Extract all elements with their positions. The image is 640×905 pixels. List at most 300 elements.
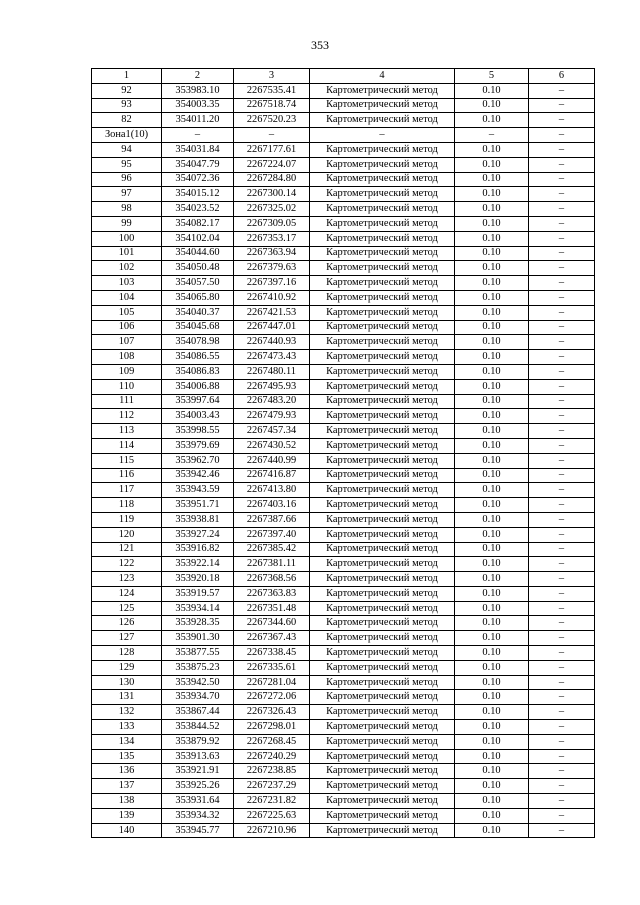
y-coordinate-cell: 2267240.29: [234, 749, 310, 764]
header-cell-4: 4: [310, 69, 455, 84]
empty-cell: –: [529, 616, 595, 631]
point-number-cell: 140: [92, 823, 162, 838]
accuracy-cell: 0.10: [455, 483, 529, 498]
accuracy-cell: 0.10: [455, 350, 529, 365]
point-number-cell: 121: [92, 542, 162, 557]
x-coordinate-cell: 353997.64: [162, 394, 234, 409]
accuracy-cell: 0.10: [455, 660, 529, 675]
method-cell: Картометрический метод: [310, 527, 455, 542]
accuracy-cell: 0.10: [455, 83, 529, 98]
x-coordinate-cell: 353921.91: [162, 764, 234, 779]
table-row: [92, 305, 595, 320]
y-coordinate-cell: 2267298.01: [234, 720, 310, 735]
accuracy-cell: 0.10: [455, 720, 529, 735]
x-coordinate-cell: 353934.32: [162, 808, 234, 823]
point-number-cell: 126: [92, 616, 162, 631]
point-number-cell: 112: [92, 409, 162, 424]
x-coordinate-cell: 353920.18: [162, 572, 234, 587]
x-coordinate-cell: 353867.44: [162, 705, 234, 720]
method-cell: Картометрический метод: [310, 631, 455, 646]
empty-cell: –: [529, 764, 595, 779]
empty-cell: –: [529, 216, 595, 231]
accuracy-cell: 0.10: [455, 290, 529, 305]
method-cell: Картометрический метод: [310, 512, 455, 527]
point-number-cell: 109: [92, 364, 162, 379]
table-row: [92, 616, 595, 631]
x-coordinate-cell: 353844.52: [162, 720, 234, 735]
table-row: [92, 216, 595, 231]
empty-cell: –: [529, 572, 595, 587]
y-coordinate-cell: 2267326.43: [234, 705, 310, 720]
x-coordinate-cell: 354102.04: [162, 231, 234, 246]
accuracy-cell: 0.10: [455, 468, 529, 483]
empty-cell: –: [529, 98, 595, 113]
method-cell: Картометрический метод: [310, 290, 455, 305]
point-number-cell: 117: [92, 483, 162, 498]
method-cell: Картометрический метод: [310, 705, 455, 720]
method-cell: Картометрический метод: [310, 83, 455, 98]
point-number-cell: 120: [92, 527, 162, 542]
x-coordinate-cell: 353962.70: [162, 453, 234, 468]
method-cell: Картометрический метод: [310, 246, 455, 261]
point-number-cell: 99: [92, 216, 162, 231]
method-cell: Картометрический метод: [310, 734, 455, 749]
point-number-cell: 108: [92, 350, 162, 365]
table-row: [92, 409, 595, 424]
empty-cell: –: [529, 823, 595, 838]
accuracy-cell: 0.10: [455, 527, 529, 542]
table-row: [92, 350, 595, 365]
y-coordinate-cell: 2267225.63: [234, 808, 310, 823]
point-number-cell: 105: [92, 305, 162, 320]
x-coordinate-cell: 354015.12: [162, 187, 234, 202]
y-coordinate-cell: 2267387.66: [234, 512, 310, 527]
empty-cell: –: [529, 394, 595, 409]
empty-cell: –: [529, 202, 595, 217]
table-row: [92, 705, 595, 720]
empty-cell: –: [310, 128, 455, 143]
empty-cell: –: [529, 690, 595, 705]
point-number-cell: 128: [92, 646, 162, 661]
method-cell: Картометрический метод: [310, 320, 455, 335]
x-coordinate-cell: 353925.26: [162, 779, 234, 794]
table-row: [92, 394, 595, 409]
table-row: [92, 660, 595, 675]
empty-cell: –: [529, 512, 595, 527]
coordinates-table: [91, 68, 595, 838]
accuracy-cell: 0.10: [455, 586, 529, 601]
empty-cell: –: [234, 128, 310, 143]
x-coordinate-cell: 353938.81: [162, 512, 234, 527]
x-coordinate-cell: 354082.17: [162, 216, 234, 231]
table-row: [92, 246, 595, 261]
empty-cell: –: [529, 276, 595, 291]
y-coordinate-cell: 2267447.01: [234, 320, 310, 335]
accuracy-cell: 0.10: [455, 453, 529, 468]
accuracy-cell: 0.10: [455, 646, 529, 661]
point-number-cell: 94: [92, 142, 162, 157]
empty-cell: –: [529, 734, 595, 749]
y-coordinate-cell: 2267300.14: [234, 187, 310, 202]
y-coordinate-cell: 2267495.93: [234, 379, 310, 394]
point-number-cell: 107: [92, 335, 162, 350]
x-coordinate-cell: 354003.35: [162, 98, 234, 113]
point-number-cell: 137: [92, 779, 162, 794]
empty-cell: –: [529, 83, 595, 98]
y-coordinate-cell: 2267385.42: [234, 542, 310, 557]
method-cell: Картометрический метод: [310, 586, 455, 601]
point-number-cell: 139: [92, 808, 162, 823]
method-cell: Картометрический метод: [310, 157, 455, 172]
point-number-cell: 97: [92, 187, 162, 202]
point-number-cell: 95: [92, 157, 162, 172]
method-cell: Картометрический метод: [310, 350, 455, 365]
y-coordinate-cell: 2267238.85: [234, 764, 310, 779]
rows-after-zone: [92, 142, 595, 837]
empty-cell: –: [529, 483, 595, 498]
empty-cell: –: [529, 660, 595, 675]
y-coordinate-cell: 2267416.87: [234, 468, 310, 483]
empty-cell: –: [529, 438, 595, 453]
empty-cell: –: [529, 646, 595, 661]
point-number-cell: 129: [92, 660, 162, 675]
x-coordinate-cell: 353945.77: [162, 823, 234, 838]
method-cell: Картометрический метод: [310, 498, 455, 513]
x-coordinate-cell: 353931.64: [162, 794, 234, 809]
y-coordinate-cell: 2267483.20: [234, 394, 310, 409]
y-coordinate-cell: 2267363.83: [234, 586, 310, 601]
point-number-cell: 136: [92, 764, 162, 779]
x-coordinate-cell: 354072.36: [162, 172, 234, 187]
table-row: [92, 794, 595, 809]
header-cell-1: 1: [92, 69, 162, 84]
point-number-cell: 104: [92, 290, 162, 305]
y-coordinate-cell: 2267231.82: [234, 794, 310, 809]
accuracy-cell: 0.10: [455, 187, 529, 202]
method-cell: Картометрический метод: [310, 468, 455, 483]
method-cell: Картометрический метод: [310, 572, 455, 587]
table-row: [92, 157, 595, 172]
method-cell: Картометрический метод: [310, 113, 455, 128]
accuracy-cell: 0.10: [455, 98, 529, 113]
x-coordinate-cell: 353983.10: [162, 83, 234, 98]
point-number-cell: 82: [92, 113, 162, 128]
accuracy-cell: 0.10: [455, 157, 529, 172]
empty-cell: –: [529, 586, 595, 601]
empty-cell: –: [529, 468, 595, 483]
empty-cell: –: [529, 379, 595, 394]
x-coordinate-cell: 354047.79: [162, 157, 234, 172]
point-number-cell: 101: [92, 246, 162, 261]
method-cell: Картометрический метод: [310, 749, 455, 764]
point-number-cell: 130: [92, 675, 162, 690]
x-coordinate-cell: 353928.35: [162, 616, 234, 631]
accuracy-cell: 0.10: [455, 113, 529, 128]
method-cell: Картометрический метод: [310, 794, 455, 809]
accuracy-cell: 0.10: [455, 335, 529, 350]
table-row: [92, 379, 595, 394]
empty-cell: –: [529, 794, 595, 809]
empty-cell: –: [529, 527, 595, 542]
y-coordinate-cell: 2267338.45: [234, 646, 310, 661]
empty-cell: –: [529, 720, 595, 735]
y-coordinate-cell: 2267381.11: [234, 557, 310, 572]
x-coordinate-cell: 354044.60: [162, 246, 234, 261]
method-cell: Картометрический метод: [310, 305, 455, 320]
y-coordinate-cell: 2267440.93: [234, 335, 310, 350]
table-row: [92, 335, 595, 350]
method-cell: Картометрический метод: [310, 335, 455, 350]
x-coordinate-cell: 353979.69: [162, 438, 234, 453]
x-coordinate-cell: 354086.83: [162, 364, 234, 379]
empty-cell: –: [529, 128, 595, 143]
y-coordinate-cell: 2267403.16: [234, 498, 310, 513]
point-number-cell: 98: [92, 202, 162, 217]
method-cell: Картометрический метод: [310, 409, 455, 424]
point-number-cell: 127: [92, 631, 162, 646]
empty-cell: –: [529, 675, 595, 690]
empty-cell: –: [529, 424, 595, 439]
empty-cell: –: [529, 409, 595, 424]
method-cell: Картометрический метод: [310, 690, 455, 705]
point-number-cell: 133: [92, 720, 162, 735]
accuracy-cell: 0.10: [455, 764, 529, 779]
table-row: [92, 98, 595, 113]
empty-cell: –: [529, 142, 595, 157]
table-row: [92, 498, 595, 513]
y-coordinate-cell: 2267353.17: [234, 231, 310, 246]
y-coordinate-cell: 2267397.16: [234, 276, 310, 291]
table-row: [92, 542, 595, 557]
point-number-cell: 123: [92, 572, 162, 587]
y-coordinate-cell: 2267284.80: [234, 172, 310, 187]
method-cell: Картометрический метод: [310, 172, 455, 187]
table-row: [92, 483, 595, 498]
method-cell: Картометрический метод: [310, 542, 455, 557]
accuracy-cell: 0.10: [455, 172, 529, 187]
table-row: [92, 675, 595, 690]
accuracy-cell: 0.10: [455, 734, 529, 749]
empty-cell: –: [529, 498, 595, 513]
x-coordinate-cell: 354023.52: [162, 202, 234, 217]
empty-cell: –: [529, 749, 595, 764]
accuracy-cell: 0.10: [455, 409, 529, 424]
accuracy-cell: 0.10: [455, 690, 529, 705]
y-coordinate-cell: 2267410.92: [234, 290, 310, 305]
table-row: [92, 749, 595, 764]
point-number-cell: 100: [92, 231, 162, 246]
method-cell: Картометрический метод: [310, 98, 455, 113]
empty-cell: –: [529, 290, 595, 305]
y-coordinate-cell: 2267457.34: [234, 424, 310, 439]
point-number-cell: 134: [92, 734, 162, 749]
x-coordinate-cell: 353901.30: [162, 631, 234, 646]
table-row: [92, 290, 595, 305]
method-cell: Картометрический метод: [310, 779, 455, 794]
method-cell: Картометрический метод: [310, 720, 455, 735]
method-cell: Картометрический метод: [310, 453, 455, 468]
accuracy-cell: 0.10: [455, 246, 529, 261]
empty-cell: –: [455, 128, 529, 143]
y-coordinate-cell: 2267520.23: [234, 113, 310, 128]
table-row: [92, 586, 595, 601]
y-coordinate-cell: 2267344.60: [234, 616, 310, 631]
x-coordinate-cell: 354003.43: [162, 409, 234, 424]
accuracy-cell: 0.10: [455, 794, 529, 809]
x-coordinate-cell: 354086.55: [162, 350, 234, 365]
empty-cell: –: [529, 705, 595, 720]
point-number-cell: 113: [92, 424, 162, 439]
method-cell: Картометрический метод: [310, 394, 455, 409]
y-coordinate-cell: 2267309.05: [234, 216, 310, 231]
table-row: [92, 823, 595, 838]
point-number-cell: 115: [92, 453, 162, 468]
zone-row-group: [92, 128, 595, 143]
accuracy-cell: 0.10: [455, 542, 529, 557]
empty-cell: –: [529, 231, 595, 246]
method-cell: Картометрический метод: [310, 808, 455, 823]
accuracy-cell: 0.10: [455, 705, 529, 720]
point-number-cell: 135: [92, 749, 162, 764]
accuracy-cell: 0.10: [455, 512, 529, 527]
point-number-cell: 132: [92, 705, 162, 720]
x-coordinate-cell: 354031.84: [162, 142, 234, 157]
table-row: [92, 438, 595, 453]
method-cell: Картометрический метод: [310, 187, 455, 202]
accuracy-cell: 0.10: [455, 305, 529, 320]
empty-cell: –: [529, 631, 595, 646]
accuracy-cell: 0.10: [455, 231, 529, 246]
empty-cell: –: [529, 335, 595, 350]
table-row: [92, 557, 595, 572]
method-cell: Картометрический метод: [310, 379, 455, 394]
y-coordinate-cell: 2267351.48: [234, 601, 310, 616]
accuracy-cell: 0.10: [455, 498, 529, 513]
y-coordinate-cell: 2267237.29: [234, 779, 310, 794]
empty-cell: –: [529, 113, 595, 128]
accuracy-cell: 0.10: [455, 202, 529, 217]
y-coordinate-cell: 2267325.02: [234, 202, 310, 217]
y-coordinate-cell: 2267518.74: [234, 98, 310, 113]
point-number-cell: 114: [92, 438, 162, 453]
y-coordinate-cell: 2267272.06: [234, 690, 310, 705]
table-row: [92, 172, 595, 187]
method-cell: Картометрический метод: [310, 823, 455, 838]
empty-cell: –: [529, 172, 595, 187]
point-number-cell: 124: [92, 586, 162, 601]
method-cell: Картометрический метод: [310, 202, 455, 217]
table-row: [92, 424, 595, 439]
accuracy-cell: 0.10: [455, 379, 529, 394]
empty-cell: –: [529, 808, 595, 823]
table-row: [92, 572, 595, 587]
method-cell: Картометрический метод: [310, 660, 455, 675]
method-cell: Картометрический метод: [310, 364, 455, 379]
empty-cell: –: [529, 453, 595, 468]
table-row: [92, 468, 595, 483]
x-coordinate-cell: 354040.37: [162, 305, 234, 320]
zone-label: Зона1(10): [92, 128, 162, 143]
y-coordinate-cell: 2267479.93: [234, 409, 310, 424]
point-number-cell: 122: [92, 557, 162, 572]
method-cell: Картометрический метод: [310, 601, 455, 616]
header-cell-5: 5: [455, 69, 529, 84]
accuracy-cell: 0.10: [455, 675, 529, 690]
table-row: [92, 734, 595, 749]
y-coordinate-cell: 2267480.11: [234, 364, 310, 379]
x-coordinate-cell: 354006.88: [162, 379, 234, 394]
x-coordinate-cell: 353913.63: [162, 749, 234, 764]
y-coordinate-cell: 2267268.45: [234, 734, 310, 749]
empty-cell: –: [529, 364, 595, 379]
method-cell: Картометрический метод: [310, 142, 455, 157]
x-coordinate-cell: 353942.46: [162, 468, 234, 483]
zone-row: [92, 128, 595, 143]
point-number-cell: 118: [92, 498, 162, 513]
accuracy-cell: 0.10: [455, 424, 529, 439]
accuracy-cell: 0.10: [455, 364, 529, 379]
table-row: [92, 231, 595, 246]
x-coordinate-cell: 354050.48: [162, 261, 234, 276]
y-coordinate-cell: 2267177.61: [234, 142, 310, 157]
method-cell: Картометрический метод: [310, 675, 455, 690]
accuracy-cell: 0.10: [455, 749, 529, 764]
point-number-cell: 96: [92, 172, 162, 187]
table-row: [92, 764, 595, 779]
point-number-cell: 106: [92, 320, 162, 335]
accuracy-cell: 0.10: [455, 276, 529, 291]
method-cell: Картометрический метод: [310, 424, 455, 439]
y-coordinate-cell: 2267367.43: [234, 631, 310, 646]
accuracy-cell: 0.10: [455, 438, 529, 453]
table-row: [92, 453, 595, 468]
method-cell: Картометрический метод: [310, 557, 455, 572]
table-row: [92, 320, 595, 335]
empty-cell: –: [529, 305, 595, 320]
point-number-cell: 125: [92, 601, 162, 616]
table-row: [92, 720, 595, 735]
x-coordinate-cell: 353916.82: [162, 542, 234, 557]
x-coordinate-cell: 353927.24: [162, 527, 234, 542]
table-row: [92, 83, 595, 98]
y-coordinate-cell: 2267473.43: [234, 350, 310, 365]
accuracy-cell: 0.10: [455, 779, 529, 794]
accuracy-cell: 0.10: [455, 808, 529, 823]
empty-cell: –: [529, 320, 595, 335]
header-cell-6: 6: [529, 69, 595, 84]
method-cell: Картометрический метод: [310, 231, 455, 246]
header-cell-3: 3: [234, 69, 310, 84]
x-coordinate-cell: 353877.55: [162, 646, 234, 661]
accuracy-cell: 0.10: [455, 631, 529, 646]
x-coordinate-cell: 353942.50: [162, 675, 234, 690]
accuracy-cell: 0.10: [455, 823, 529, 838]
point-number-cell: 103: [92, 276, 162, 291]
table-row: [92, 202, 595, 217]
x-coordinate-cell: 353951.71: [162, 498, 234, 513]
accuracy-cell: 0.10: [455, 320, 529, 335]
table-row: [92, 646, 595, 661]
point-number-cell: 119: [92, 512, 162, 527]
point-number-cell: 111: [92, 394, 162, 409]
header-row: [92, 69, 595, 84]
table-row: [92, 690, 595, 705]
x-coordinate-cell: 354065.80: [162, 290, 234, 305]
y-coordinate-cell: 2267430.52: [234, 438, 310, 453]
point-number-cell: 92: [92, 83, 162, 98]
y-coordinate-cell: 2267224.07: [234, 157, 310, 172]
method-cell: Картометрический метод: [310, 616, 455, 631]
